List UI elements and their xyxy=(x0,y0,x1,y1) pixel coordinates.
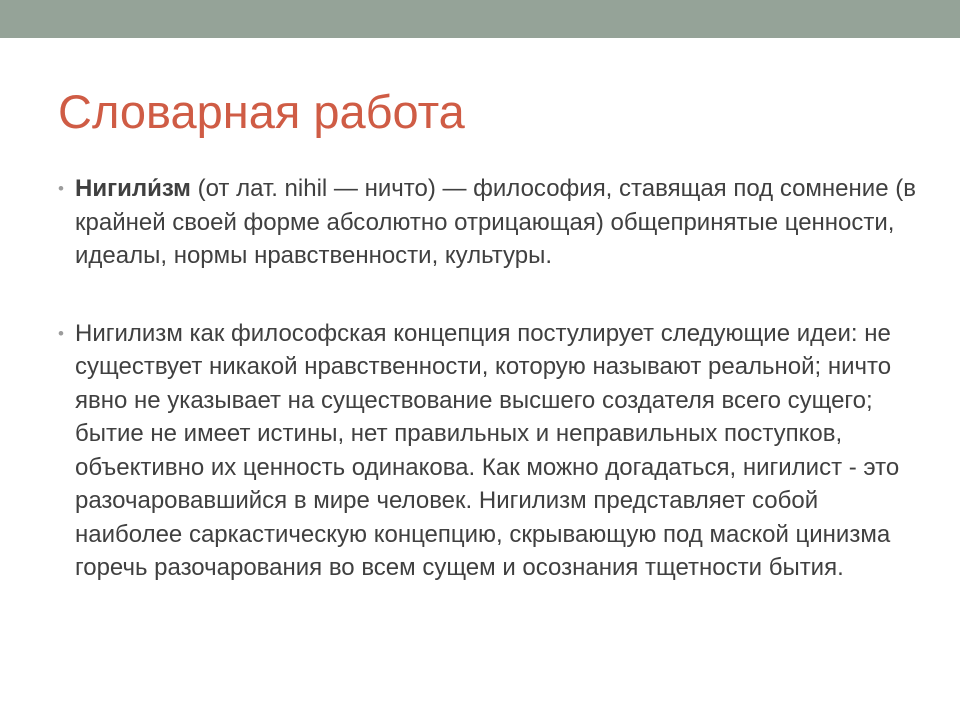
definition-text: (от лат. nihil — ничто) — философия, ставящая под сомнение (в крайней своей форме абсолютно отрицающая) общепринятые ценности, идеалы, нормы нравственности, культуры. xyxy=(75,175,916,269)
slide-title: Словарная работа xyxy=(58,85,465,138)
definition-term: Нигили́зм xyxy=(75,175,191,202)
bullet-list xyxy=(58,172,918,585)
bullet-item-concept xyxy=(58,317,918,585)
concept-text: Нигилизм как философская концепция постулирует следующие идеи: не существует никакой нравственности, которую называют реальной; ничто явно не указывает на существование высшего создателя всего сущего; бытие не имеет истины, нет правильных и неправильных поступков, объективно их ценность одинакова. Как можно догадаться, нигилист - это разочаровавшийся в мире человек. Нигилизм представляет собой наиболее саркастическую концепцию, скрывающую под маской цинизма горечь разочарования во всем сущем и осознания тщетности бытия. xyxy=(75,319,900,581)
slide-top-bar xyxy=(0,0,960,38)
bullet-dot-icon: • xyxy=(58,179,64,198)
bullet-dot-icon: • xyxy=(58,323,64,343)
bullet-item-definition xyxy=(58,172,918,273)
